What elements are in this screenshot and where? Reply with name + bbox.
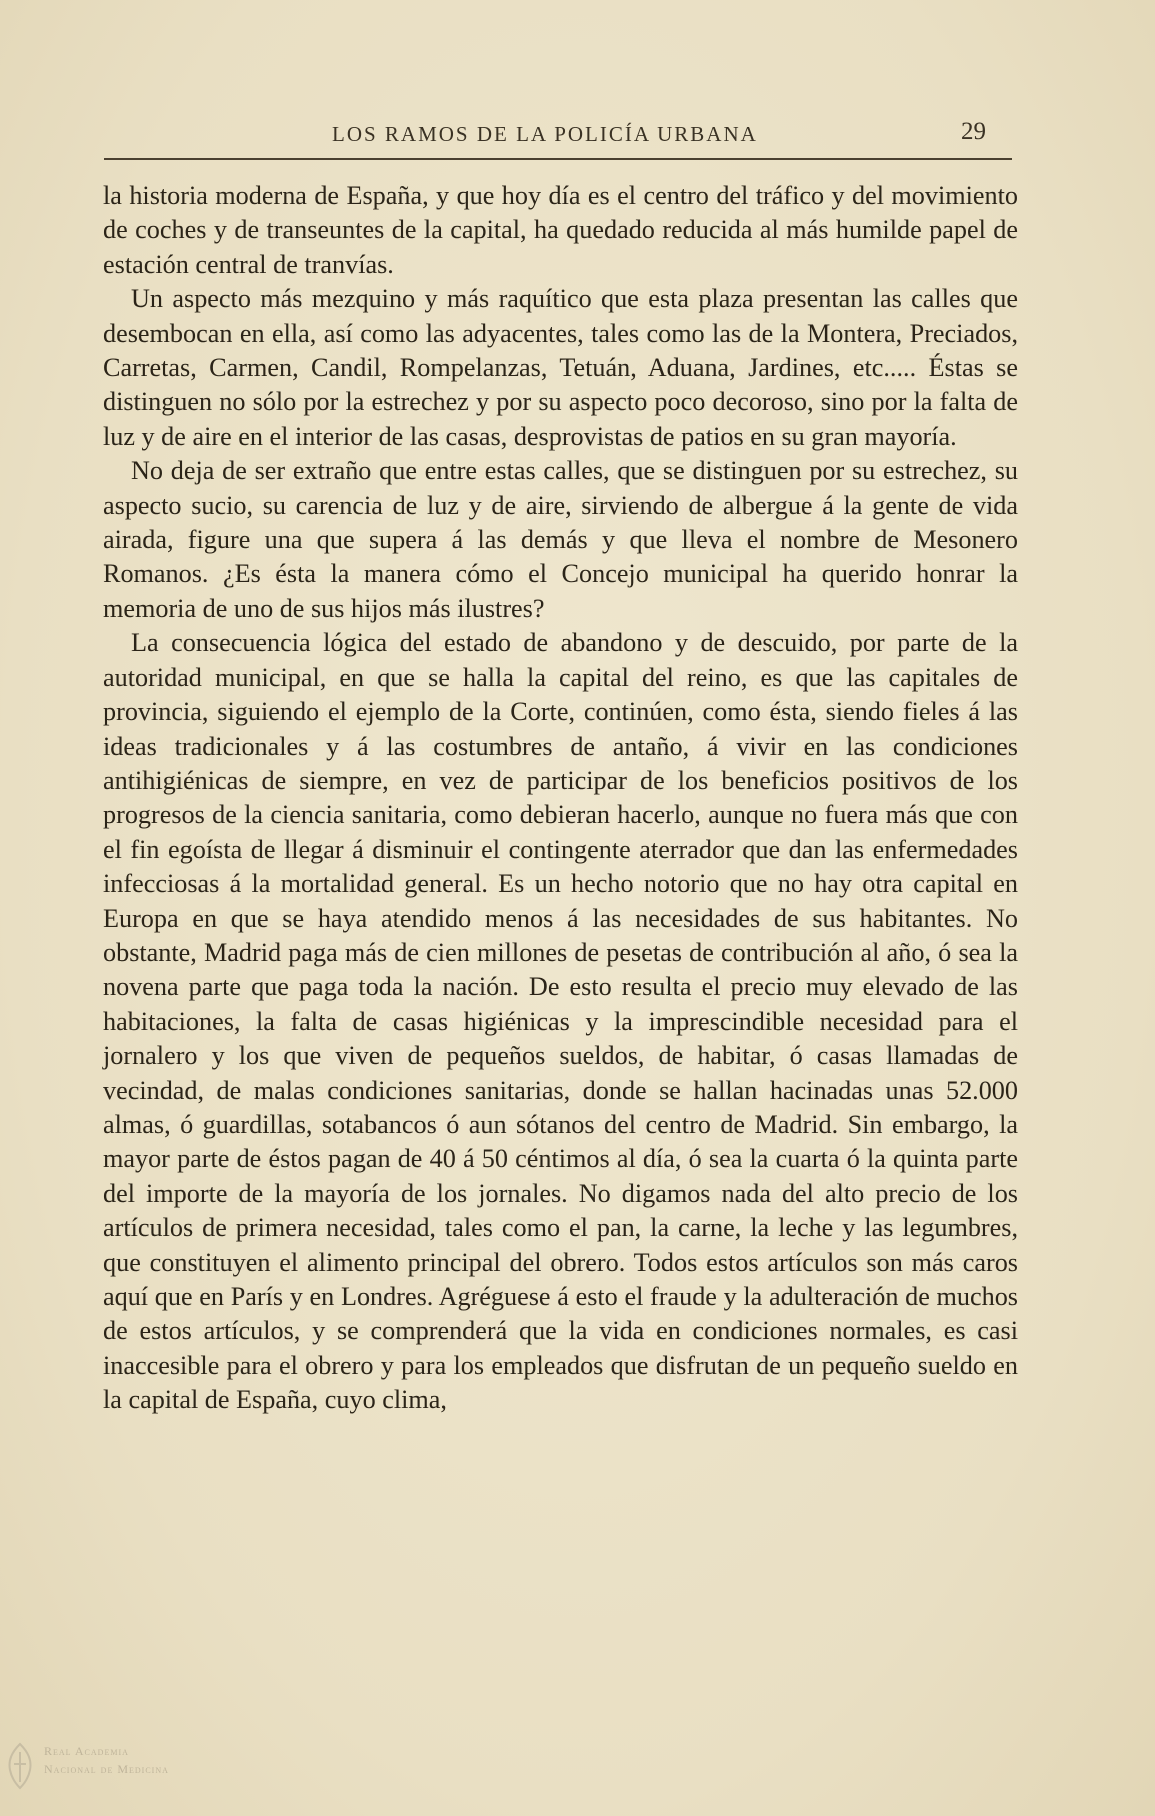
academy-emblem-icon — [4, 1742, 36, 1790]
paragraph: Un aspecto más mezquino y más raquítico que esta plaza presentan las calles que desembocan en ella, así como las adyacentes, tales como las de la Montera, Preciados, Carretas, Carmen, Candil, Rompelanzas, Tetuán, Aduana, Jardines, etc..... Éstas se distinguen no sólo por la estrechez y por su aspecto poco decoroso, sino por la falta de luz y de aire en el interior de las casas, desprovistas de patios en su gran mayoría. — [103, 284, 1018, 451]
paragraph: La consecuencia lógica del estado de abandono y de descuido, por parte de la autoridad municipal, en que se halla la capital del reino, es que las capitales de provincia, siguiendo el ejemplo de la Corte, continúen, como ésta, siendo fieles á las ideas tradicionales y á las costumbres de antaño, á vivir en las condiciones antihigiénicas de siempre, en vez de participar de los beneficios positivos de los progresos de la ciencia sanitaria, como debieran hacerlo, aunque no fuera más que con el fin egoísta de llegar á disminuir el contingente aterrador que dan las enfermedades infecciosas á la mortalidad general. Es un hecho notorio que no hay otra capital en Europa en que se haya atendido menos á las necesidades de sus habitantes. No obstante, Madrid paga más de cien millones de pesetas de contribución al año, ó sea la novena parte que paga toda la nación. De esto resulta el precio muy elevado de las habitaciones, la falta de casas higiénicas y la imprescindible necesidad para el jornalero y los que viven de pequeños sueldos, de habitar, ó casas llamadas de vecindad, de malas condiciones sanitarias, donde se hallan hacinadas unas 52.000 almas, ó guardillas, sotabancos ó aun sótanos del centro de Madrid. Sin embargo, la mayor parte de éstos pagan de 40 á 50 céntimos al día, ó sea la cuarta ó la quinta parte del importe de la mayoría de los jornales. No digamos nada del alto precio de los artículos de primera necesidad, tales como el pan, la carne, la leche y las legumbres, que constituyen el alimento principal del obrero. Todos estos artículos son más caros aquí que en París y en Londres. Agréguese á esto el fraude y la adulteración de muchos de estos artículos, y se comprenderá que la vida en condiciones normales, es casi inaccesible para el obrero y para los empleados que disfrutan de un pequeño sueldo en la capital de España, cuyo clima, — [103, 628, 1018, 1415]
paragraph: No deja de ser extraño que entre estas calles, que se distinguen por su estrechez, su aspecto sucio, su carencia de luz y de aire, sirviendo de albergue á la gente de vida airada, figure una que supera á las demás y que lleva el nombre de Mesonero Romanos. ¿Es ésta la manera cómo el Concejo municipal ha querido honrar la memoria de uno de sus hijos más ilustres? — [103, 456, 1018, 623]
page-header — [104, 118, 1016, 156]
body-text — [103, 179, 1018, 1418]
stamp-line2: Nacional de Medicina — [44, 1762, 169, 1776]
library-stamp — [4, 1738, 204, 1808]
header-rule — [104, 158, 1012, 160]
running-title: LOS RAMOS DE LA POLICÍA URBANA — [332, 122, 758, 146]
paragraph-continuation: la historia moderna de España, y que hoy día es el centro del tráfico y del movimiento de coches y de transeuntes de la capital, ha quedado reducida al más humilde papel de estación central de tranvías. — [103, 181, 1018, 279]
stamp-line1: Real Academia — [44, 1744, 129, 1758]
page-number: 29 — [961, 118, 986, 145]
